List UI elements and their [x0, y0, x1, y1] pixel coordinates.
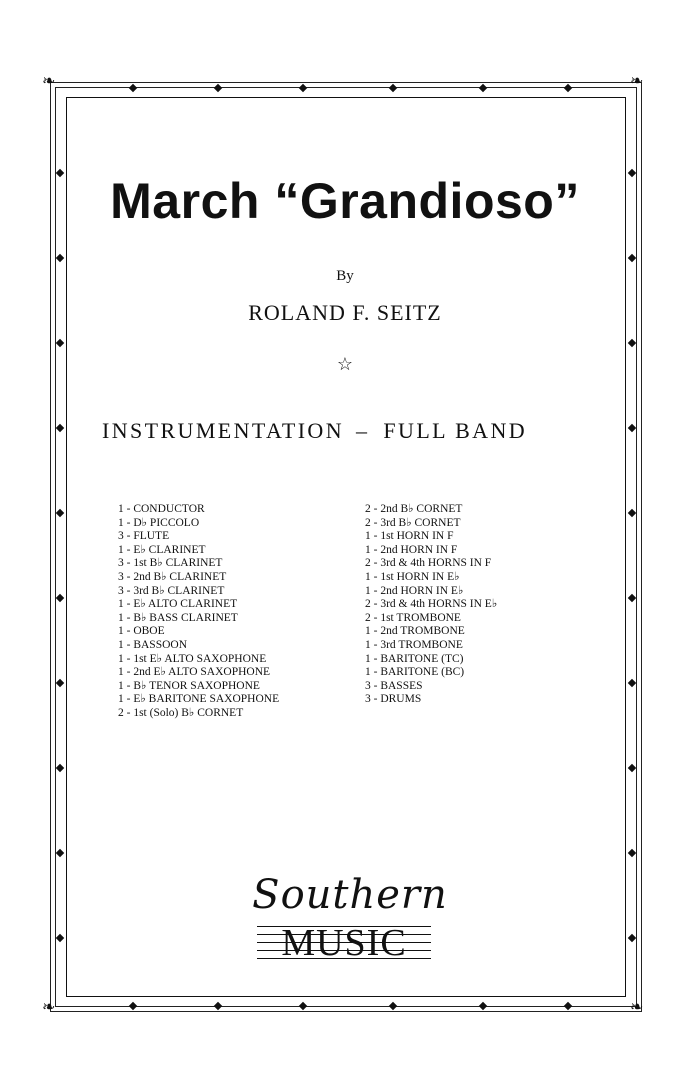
corner-ornament-icon: ❧ [42, 999, 56, 1016]
part-item: 1 - 1st HORN IN E♭ [365, 570, 460, 583]
part-item: 1 - 2nd HORN IN F [365, 543, 458, 556]
corner-ornament-icon: ❧ [630, 73, 644, 90]
part-item: 2 - 3rd & 4th HORNS IN E♭ [365, 598, 498, 611]
part-item: 3 - 3rd B♭ CLARINET [118, 584, 225, 597]
part-item: 1 - E♭ ALTO CLARINET [118, 598, 238, 611]
heading-dash: – [356, 418, 370, 443]
parts-list-right [365, 503, 497, 707]
part-item: 1 - CONDUCTOR [118, 503, 205, 515]
part-item: 1 - B♭ BASS CLARINET [118, 611, 238, 624]
part-item: 1 - B♭ TENOR SAXOPHONE [118, 679, 260, 692]
part-item: 1 - D♭ PICCOLO [118, 516, 200, 529]
publisher-logo-word: MUSIC [281, 922, 407, 964]
part-item: 2 - 1st TROMBONE [365, 611, 461, 624]
part-item: 3 - DRUMS [365, 693, 422, 706]
part-item: 2 - 2nd B♭ CORNET [365, 503, 463, 515]
part-item: 1 - E♭ BARITONE SAXOPHONE [118, 693, 280, 706]
part-item: 1 - 3rd TROMBONE [365, 638, 463, 651]
part-item: 1 - 1st HORN IN F [365, 530, 454, 543]
part-item: 1 - E♭ CLARINET [118, 543, 206, 556]
band-type-label: FULL BAND [383, 418, 528, 443]
part-item: 1 - OBOE [118, 625, 165, 638]
instrumentation-heading [102, 418, 527, 444]
part-item: 1 - 2nd HORN IN E♭ [365, 584, 464, 597]
part-item: 2 - 1st (Solo) B♭ CORNET [118, 706, 244, 719]
corner-ornament-icon: ❧ [42, 73, 56, 90]
by-label: By [336, 268, 354, 284]
part-item: 1 - BARITONE (TC) [365, 652, 464, 665]
instrumentation-label: INSTRUMENTATION [102, 418, 345, 443]
part-item: 1 - BASSOON [118, 638, 188, 651]
part-item: 1 - 2nd E♭ ALTO SAXOPHONE [118, 666, 271, 679]
part-item: 2 - 3rd B♭ CORNET [365, 516, 461, 529]
publisher-logo-script: Southern [252, 872, 448, 918]
composer-name: ROLAND F. SEITZ [248, 300, 442, 325]
part-item: 3 - 1st B♭ CLARINET [118, 557, 223, 570]
part-item: 2 - 3rd & 4th HORNS IN F [365, 557, 492, 570]
part-item: 3 - BASSES [365, 679, 423, 692]
part-item: 1 - 1st E♭ ALTO SAXOPHONE [118, 652, 267, 665]
publisher-logo-staff [257, 924, 431, 962]
page-title: March “Grandioso” [110, 173, 580, 229]
parts-list-left [118, 503, 279, 721]
part-item: 3 - 2nd B♭ CLARINET [118, 570, 227, 583]
star-icon: ☆ [336, 354, 354, 374]
part-item: 1 - BARITONE (BC) [365, 666, 465, 679]
corner-ornament-icon: ❧ [630, 999, 644, 1016]
part-item: 3 - FLUTE [118, 530, 170, 543]
part-item: 1 - 2nd TROMBONE [365, 625, 465, 638]
